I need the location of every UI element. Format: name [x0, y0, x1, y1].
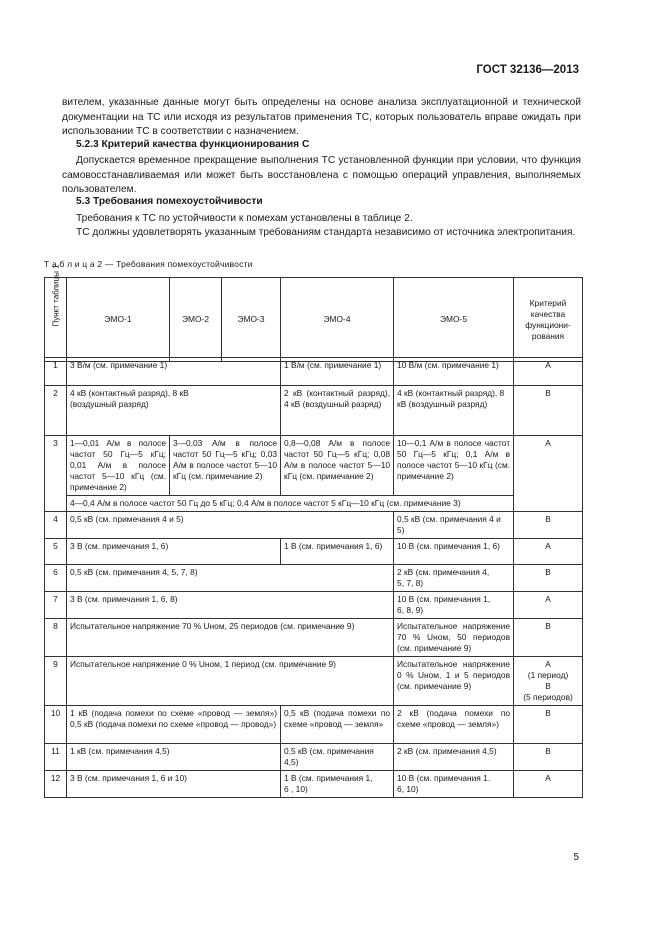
- section-53-heading: 5.3 Требования помехоустойчивости: [76, 196, 263, 207]
- cell-emo1-3: 3 В (см. примечания 1, 6): [67, 539, 281, 565]
- row-number: 6: [45, 565, 67, 592]
- cell-criterion: B: [514, 619, 583, 657]
- table-row: [45, 565, 583, 592]
- cell-emo4: 0,5 кВ (см. примечания 4,5): [281, 744, 394, 771]
- table-row: [45, 436, 583, 496]
- cell-emo5: 4 кВ (контактный разряд), 8 кВ (воздушный разряд): [394, 386, 514, 436]
- row-number: 7: [45, 592, 67, 619]
- criterion-a-note: (1 период): [527, 670, 569, 680]
- table-row: [45, 386, 583, 436]
- cell-emo1-4: Испытательное напряжение 0 % Uном, 1 период (см. примечание 9): [67, 657, 394, 706]
- cell-criterion: [514, 657, 583, 706]
- header-emo5: ЭМО-5: [394, 278, 514, 362]
- table-row: [45, 512, 583, 539]
- cell-emo5: 10 В/м (см. примечание 1): [394, 358, 514, 386]
- criterion-b-note: (5 периодов): [523, 692, 573, 702]
- row-number: 9: [45, 657, 67, 706]
- cell-emo5: Испытательное напряжение 0 % Uном, 1 и 5 периодов (см. примечание 9): [394, 657, 514, 706]
- cell-emo1-4: 0,5 кВ (см. примечания 4, 5, 7, 8): [67, 565, 394, 592]
- cell-criterion: B: [514, 706, 583, 744]
- row-number: 8: [45, 619, 67, 657]
- intro-paragraph: вителем, указанные данные могут быть определены на основе анализа эксплуатационной и технической документации на ТС или исходя из результатов применения ТС, которых пользователь вправе ожидать при использовании ТС в соответствии с назначением.: [62, 97, 581, 137]
- table-header-row: [45, 278, 583, 362]
- cell-criterion: B: [514, 386, 583, 436]
- cell-emo5: 10 В (см. примечания 1, 6, 8, 9): [394, 592, 514, 619]
- table-row: [45, 358, 583, 386]
- document-number: ГОСТ 32136—2013: [476, 64, 579, 76]
- table-row: [45, 592, 583, 619]
- row-number: 4: [45, 512, 67, 539]
- table-row: [45, 657, 583, 706]
- section-523-heading: 5.2.3 Критерий качества функционирования С: [76, 139, 310, 150]
- cell-emo1: 1—0,01 А/м в полосе частот 50 Гц—5 кГц; 0,01 А/м в полосе частот 5—10 кГц (см. примечание 2): [67, 436, 170, 496]
- cell-emo5: 0,5 кВ (см. примечания 4 и 5): [394, 512, 514, 539]
- cell-emo1-3: 1 кВ (подача помехи по схеме «провод — земля») 0,5 кВ (подача помехи по схеме «провод — провод»): [67, 706, 281, 744]
- cell-emo2-3: 3—0,03 А/м в полосе частот 50 Гц—5 кГц; 0,03 А/м в полосе частот 5—10 кГц (см. примечание 2): [170, 436, 281, 496]
- cell-criterion: A: [514, 592, 583, 619]
- section-523-paragraph: Допускается временное прекращение выполнения ТС установленной функции при условии, что функция самовосстанавливаемая или может быть восстановлена с помощью операций управления, выполняемых пользователем.: [62, 155, 581, 195]
- header-emo3: ЭМО-3: [222, 278, 281, 362]
- row-number: 12: [45, 771, 67, 798]
- cell-criterion: A: [514, 436, 583, 512]
- cell-emo5: 2 кВ (см. примечания 4,5): [394, 744, 514, 771]
- cell-emo5: 10 В (см. примечания 1, 6): [394, 539, 514, 565]
- cell-emo1-4: 0,5 кВ (см. примечания 4 и 5): [67, 512, 394, 539]
- header-emo4: ЭМО-4: [281, 278, 394, 362]
- row-number: 2: [45, 386, 67, 436]
- row-number: 10: [45, 706, 67, 744]
- cell-emo5: 10 В (см. примечания 1. 6, 10): [394, 771, 514, 798]
- cell-emo4: 2 кВ (контактный разряд), 4 кВ (воздушный разряд): [281, 386, 394, 436]
- cell-criterion: A: [514, 771, 583, 798]
- cell-emo-all: 4—0,4 А/м в полосе частот 50 Гц до 5 кГц; 0,4 А/м в полосе частот 5 кГц—10 кГц (см. примечание 3): [67, 496, 514, 512]
- table-row: [45, 706, 583, 744]
- cell-emo1-3: 3 В (см. примечания 1, 6 и 10): [67, 771, 281, 798]
- cell-emo4: 1 В (см. примечания 1, 6): [281, 539, 394, 565]
- cell-emo5: 2 кВ (см. примечания 4, 5, 7, 8): [394, 565, 514, 592]
- criterion-b: B: [545, 681, 551, 691]
- cell-emo1-3: 1 кВ (см. примечания 4,5): [67, 744, 281, 771]
- table-row: [45, 496, 583, 512]
- table-caption: Т а б л и ц а 2 — Требования помехоустойчивости: [44, 259, 253, 269]
- table-row: [45, 619, 583, 657]
- cell-criterion: A: [514, 539, 583, 565]
- page-number: 5: [573, 852, 579, 863]
- cell-emo4: 1 В (см. примечания 1, 6 , 10): [281, 771, 394, 798]
- cell-emo4: 0,5 кВ (подача помехи по схеме «провод — земля»: [281, 706, 394, 744]
- cell-criterion: B: [514, 512, 583, 539]
- cell-criterion: A: [514, 358, 583, 386]
- table-row: [45, 744, 583, 771]
- section-53-paragraph-2: ТС должны удовлетворять указанным требованиям стандарта независимо от источника электропитания.: [76, 227, 576, 238]
- cell-emo5: 2 кВ (подача помехи по схеме «провод — земля»): [394, 706, 514, 744]
- criterion-a: A: [545, 659, 551, 669]
- immunity-requirements-table-body: [44, 357, 583, 798]
- row-number: 1: [45, 358, 67, 386]
- cell-emo1-3: 3 В/м (см. примечание 1): [67, 358, 281, 386]
- row-number: 5: [45, 539, 67, 565]
- header-criterion: Критерий качества функциони-рования: [514, 278, 583, 362]
- cell-emo4: 1 В/м (см. примечание 1): [281, 358, 394, 386]
- cell-emo1-4: Испытательное напряжение 70 % Uном, 25 периодов (см. примечание 9): [67, 619, 394, 657]
- header-item: Пункт таблицы 1: [45, 278, 67, 362]
- cell-emo5: 10—0,1 А/м в полосе частот 50 Гц—5 кГц; 0,1 А/м в полосе частот 5—10 кГц (см. примечание 2): [394, 436, 514, 496]
- header-emo2: ЭМО-2: [170, 278, 222, 362]
- row-number: 3: [45, 436, 67, 512]
- row-number: 11: [45, 744, 67, 771]
- section-53-paragraph-1: Требования к ТС по устойчивости к помехам установлены в таблице 2.: [76, 213, 413, 224]
- table-row: [45, 771, 583, 798]
- header-emo1: ЭМО-1: [67, 278, 170, 362]
- cell-emo4: 0,8—0,08 А/м в полосе частот 50 Гц—5 кГц; 0,08 А/м в полосе частот 5—10 кГц (см. примечание 2): [281, 436, 394, 496]
- cell-criterion: B: [514, 744, 583, 771]
- table-row: [45, 539, 583, 565]
- cell-emo1-4: 3 В (см. примечания 1, 6, 8): [67, 592, 394, 619]
- cell-emo1-3: 4 кВ (контактный разряд), 8 кВ (воздушный разряд): [67, 386, 281, 436]
- cell-emo5: Испытательное напряжение 70 % Uном, 50 периодов (см. примечание 9): [394, 619, 514, 657]
- cell-criterion: B: [514, 565, 583, 592]
